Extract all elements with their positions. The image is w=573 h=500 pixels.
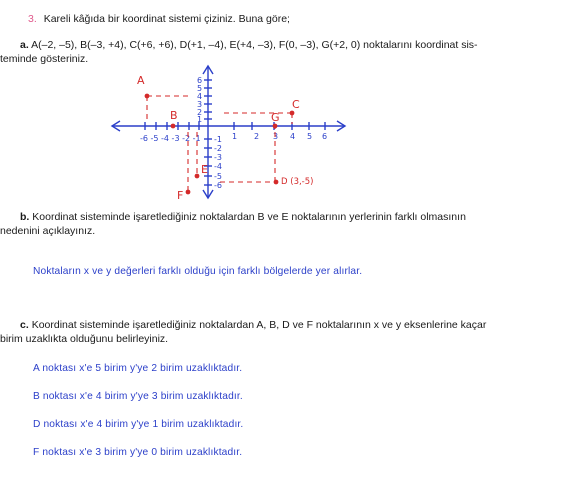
point-f: [186, 190, 191, 195]
y-tick-label: -5: [214, 172, 222, 181]
point-c-label: C: [292, 98, 300, 111]
part-c-label: c.: [20, 319, 29, 331]
point-b: [171, 124, 176, 129]
part-b-line2: nedenini açıklayınız.: [0, 225, 96, 237]
answer-b: B noktası x'e 4 birim y'ye 3 birim uzaklıktadır.: [33, 391, 243, 402]
part-a-label: a.: [20, 39, 29, 51]
y-tick-label: 4: [197, 92, 203, 101]
y-tick-label: -2: [214, 144, 222, 153]
y-tick-label: -6: [214, 181, 222, 190]
answer-f: F noktası x'e 3 birim y'ye 0 birim uzaklıktadır.: [33, 447, 243, 458]
part-b-label: b.: [20, 211, 30, 223]
point-g: [273, 124, 278, 129]
x-tick-labels-left: -6 -5 -4 -3 -2 -1: [140, 134, 201, 143]
part-a-line2: teminde gösteriniz.: [0, 53, 89, 65]
answer-d: D noktası x'e 4 birim y'ye 1 birim uzaklıktadır.: [33, 419, 244, 430]
x-tick-label: 4: [290, 132, 296, 141]
x-tick-label: 2: [254, 132, 260, 141]
point-e: [195, 174, 200, 179]
point-a: [145, 94, 150, 99]
part-b-answer: Noktaların x ve y değerleri farklı olduğu için farklı bölgelerde yer alırlar.: [33, 266, 363, 277]
part-c-text: Koordinat sisteminde işaretlediğiniz noktalardan A, B, D ve F noktalarının x ve y eksenlerine kaçar: [31, 319, 487, 331]
y-tick-label: 1: [197, 115, 203, 124]
question-number: 3.: [28, 13, 37, 25]
point-b-label: B: [170, 109, 178, 122]
y-tick-label: 3: [197, 100, 203, 109]
coordinate-graph: [0, 0, 573, 205]
answer-a: A noktası x'e 5 birim y'ye 2 birim uzaklıktadır.: [33, 363, 243, 374]
y-tick-label: -3: [214, 153, 222, 162]
y-tick-label: 2: [197, 108, 203, 117]
x-tick-label: 3: [273, 132, 279, 141]
point-e-label: E: [201, 163, 208, 176]
part-b-line1: [20, 210, 466, 224]
point-g-label: G: [271, 111, 280, 124]
point-c: [290, 111, 295, 116]
y-tick-label: -1: [214, 135, 222, 144]
part-a-text: A(–2, –5), B(–3, +4), C(+6, +6), D(+1, –4), E(+4, –3), F(0, –3), G(+2, 0) noktalarını koordinat sis-: [31, 39, 478, 51]
point-f-label: F: [177, 189, 184, 202]
y-tick-label: 6: [197, 76, 203, 85]
point-d-label: D (3,-5): [281, 177, 314, 187]
part-c-line1: [20, 318, 486, 332]
y-tick-label: -4: [214, 162, 222, 171]
x-tick-label: 5: [307, 132, 313, 141]
x-tick-label: 1: [232, 132, 238, 141]
y-tick-label: 5: [197, 84, 203, 93]
point-d: [274, 180, 279, 185]
question-title-text: Kareli kâğıda bir koordinat sistemi çiziniz. Buna göre;: [43, 13, 290, 25]
part-b-text: Koordinat sisteminde işaretlediğiniz noktalardan B ve E noktalarının yerlerinin farklı olmasının: [32, 211, 466, 223]
part-c-line2: birim uzaklıkta olduğunu belirleyiniz.: [0, 333, 169, 345]
x-tick-label: 6: [322, 132, 328, 141]
point-a-label: A: [137, 74, 145, 87]
